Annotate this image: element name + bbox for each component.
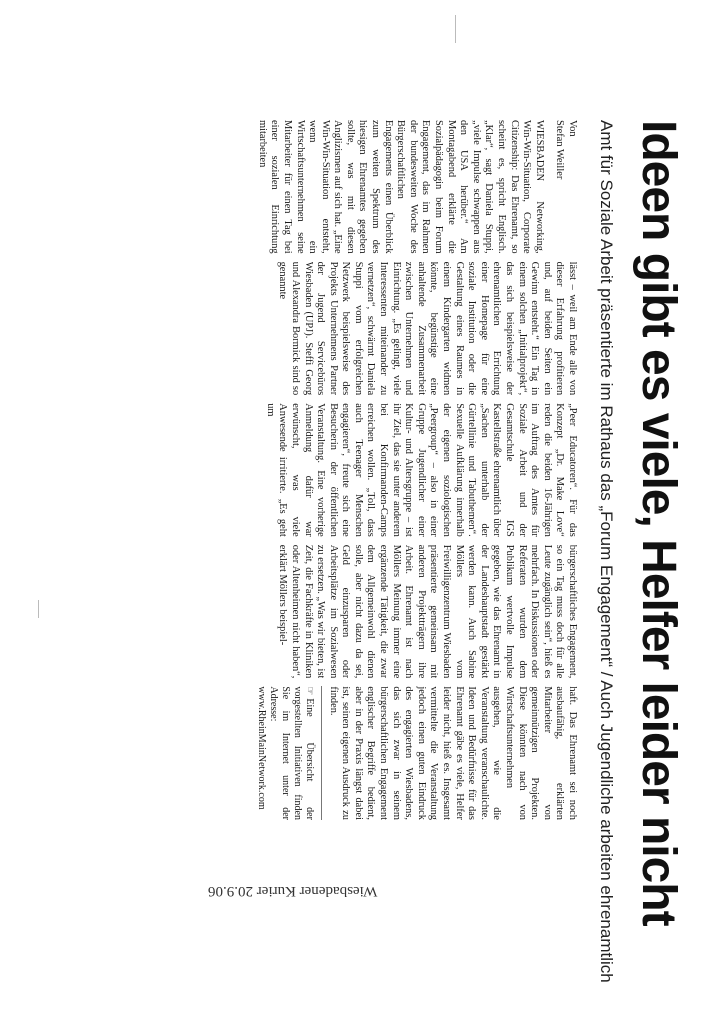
article-columns	[108, 120, 578, 820]
divider	[321, 686, 322, 820]
scan-mark	[38, 600, 39, 618]
info-text: Eine Übersicht der vorgestellten Initiativen finden Sie im Internet unter der Adresse: www.RheinMainNetwork.com	[256, 686, 316, 820]
pointer-icon: ☞	[304, 686, 316, 696]
column-text: „Peer Educatoren“. Für das Konzept „Dr. Make Love“ reden die beiden 16-Jährigen im Auftrag des Amtes für Soziale Arbeit und der Gesamtschule IGS Kastellstraße ehrenamtlich über „Sachen unterhalb der Gürtellinie und Tabuthemen“. Sexuelle Aufklärung innerhalb der eigenen soziologischen „Peergroup“ – also in einer Gruppe Jugendlicher einer Kultur- und Altersgruppe – ist ihr Ziel, das sie unter anderem bei Konfirmanden-Camps erreichen wollen. „Toll, dass auch Teenager Menschen engagieren“, freute sich eine Besucherin der öffentlichen Veranstaltung. Eine vorherige Anmeldung dafür war erwünscht, was viele Anwesende irritierte. „Es geht um	[264, 403, 578, 537]
column-text: lässt – weil am Ende alle von dieser Erfahrung profitieren und, auf beiden Seiten ein Gewinn entsteht.“ Ein Tag in einem solchen „Initialprojekt“, das sich beispielsweise der ehrenamtlichen Errichtung einer Homepage für eine soziale Institution oder die Gestaltung eines Raumes in einem Kindergarten widmen könnte, begünstige eine anhaltende Zusammenarbeit zwischen Unternehmen und Einrichtung. „Es gelingt, viele Interessenten miteinander zu vernetzen“, schwärmt Daniela Stuppi vom erfolgreichen Netzwerk beispielsweise des Projekts Unternehmens Partner der Jugend Servicebüros Wiesbaden (UPJ). Steffi Georg und Alexandra Bormick sind so genannte	[277, 261, 578, 396]
article-column-5	[108, 686, 578, 820]
article-column-1	[108, 120, 578, 254]
article-column-3	[108, 403, 578, 537]
article-column-2	[108, 262, 578, 396]
author-byline	[553, 120, 578, 254]
source-line: Wiesbadener Kurier 20.9.06	[208, 883, 378, 899]
byline-von: Von	[567, 120, 578, 137]
subheadline: Amt für Soziale Arbeit präsentierte im Rathaus das „Forum Engagement“ / Auch Jugendliche arbeiten ehrenamtlich	[597, 120, 616, 983]
headline: Ideen gibt es viele, Helfer leider nicht	[632, 120, 685, 926]
column-text: bürgerschaftliches Engagement, so ein Tag muss doch für alle Leute zugänglich sein“, hieß es mehrfach. In Diskussionen oder Referaten wurden dem Publikum wertvolle Impulse gegeben, wie das Ehrenamt in der Landeshauptstadt gestärkt werden kann. Auch Sabine Möllers vom Freiwilligenzentrum Wiesbaden präsentierte gemeinsam mit anderen Projektträgern ihre Arbeit. Ehrenamt ist nach Möllers Meinung immer eine ergänzende Tätigkeit, die zwar dem Allgemeinwohl dienen solle, aber nicht dazu da sei, Geld einzusparen oder Arbeitsplätze im Sozialwesen zu ersetzen. „Was wir bieten, ist Zeit, die Fachkräfte in Kliniken oder Altenheimen nicht haben“, erklärt Möllers beispiel-	[277, 544, 578, 679]
author-name: Stefan Weiller	[554, 120, 566, 180]
column-text: haft. Das Ehrenamt sei noch ausbaufähig, erklärten Mitarbeiter von gemeinnützigen Projekten. Diese könnten nach von Wirtschaftsunternehmen ausgehen, wie die Veranstaltung veranschaulichte. Ideen und Bedürfnisse für das Ehrenamt gäbe es viele, Helfer leider nicht, hieß es. Insgesamt vermittelte die Veranstaltung jedoch einen guten Eindruck des engagierten Wiesbadens, das sich zwar in seinem bürgerschaftlichen Engagement englischer Begriffe bedient, aber in der Praxis längst dabei ist, seinen eigenen Ausdruck zu finden.	[327, 686, 578, 820]
info-box	[255, 686, 315, 820]
column-text: WIESBADEN Networking, Win-Win-Situation, Corporate Citizenship: Das Ehrenamt, so scheint es, spricht Englisch. „Klar“, sagt Daniela Stuppi, „viele Impulse schwappen aus den USA herüber.“ Am Montagabend erklärte die Sozialpädagogin beim Forum Engagement, das im Rahmen der bundesweiten Woche des Bürgerschaftlichen Engagements einen Überblick zum weiten Spektrum des hiesigen Ehrenamtes gegeben sollte, was mit diesen Anglizismen auf sich hat. „Eine Win-Win-Situation entsteht, wenn ein Wirtschaftsunternehmen seine Mitarbeiter für einen Tag bei einer sozialen Einrichtung mitarbeiten	[256, 120, 545, 254]
article-column-4	[108, 545, 578, 679]
